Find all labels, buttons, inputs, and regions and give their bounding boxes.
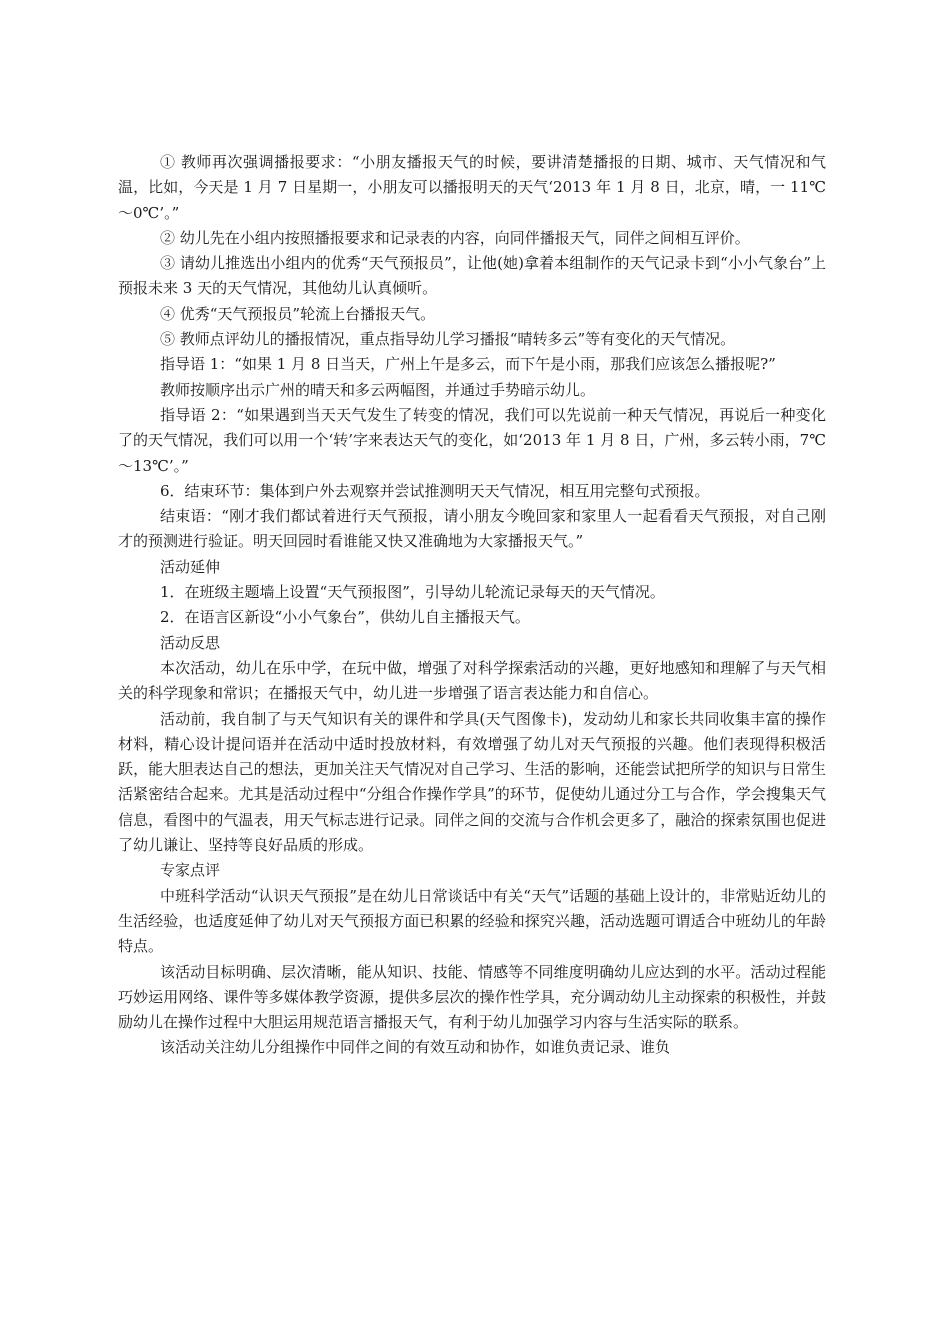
heading-activity-reflection: 活动反思 — [160, 633, 221, 652]
paragraph-extension-2: 2．在语言区新设“小小气象台”，供幼儿自主播报天气。 — [160, 608, 530, 627]
document-body — [118, 150, 826, 1061]
paragraph-ending-step: 6．结束环节：集体到户外去观察并尝试推测明天天气情况，相互用完整句式预报。 — [160, 481, 710, 500]
paragraph-closing-words: 结束语：“刚才我们都试着进行天气预报，请小朋友今晚回家和家里人一起看看天气预报，对自己刚才的预测进行验证。明天回园时看谁能又快又准确地为大家播报天气。” — [118, 507, 826, 551]
paragraph-teacher-shows: 教师按顺序出示广州的晴天和多云两幅图，并通过手势暗示幼儿。 — [160, 380, 596, 399]
paragraph-guide-2: 指导语 2：“如果遇到当天天气发生了转变的情况，我们可以先说前一种天气情况，再说后一种变化了的天气情况，我们可以用一个‘转’字来表达天气的变化，如‘2013 年 1 月 8 日，广州，多云转小雨，7℃～13℃’。” — [118, 405, 826, 475]
heading-activity-extension: 活动延伸 — [160, 557, 221, 576]
paragraph-review-1: 中班科学活动“认识天气预报”是在幼儿日常谈话中有关“天气”话题的基础上设计的，非常贴近幼儿的生活经验，也适度延伸了幼儿对天气预报方面已积累的经验和探究兴趣，活动选题可谓适合中班幼儿的年龄特点。 — [118, 886, 826, 956]
paragraph-step-5: ⑤ 教师点评幼儿的播报情况，重点指导幼儿学习播报“晴转多云”等有变化的天气情况。 — [160, 330, 736, 349]
paragraph-reflection-1: 本次活动，幼儿在乐中学，在玩中做，增强了对科学探索活动的兴趣，更好地感知和理解了与天气相关的科学现象和常识；在播报天气中，幼儿进一步增强了语言表达能力和自信心。 — [118, 658, 826, 703]
paragraph-step-4: ④ 优秀“天气预报员”轮流上台播报天气。 — [160, 304, 436, 323]
paragraph-extension-1: 1．在班级主题墙上设置“天气预报图”，引导幼儿轮流记录每天的天气情况。 — [160, 583, 665, 602]
paragraph-review-3: 该活动关注幼儿分组操作中同伴之间的有效互动和协作，如谁负责记录、谁负 — [160, 1038, 671, 1057]
paragraph-step-1: ① 教师再次强调播报要求：“小朋友播报天气的时候，要讲清楚播报的日期、城市、天气情况和气温，比如，今天是 1 月 7 日星期一，小朋友可以播报明天的天气‘2013 年 1 月 8 日，北京，晴，一 11℃～0℃’。” — [118, 153, 826, 222]
heading-expert-review: 专家点评 — [160, 861, 221, 880]
paragraph-reflection-2: 活动前，我自制了与天气知识有关的课件和学具(天气图像卡)，发动幼儿和家长共同收集丰富的操作材料，精心设计提问语并在活动中适时投放材料，有效增强了幼儿对天气预报的兴趣。他们表现得积极活跃，能大胆表达自己的想法，更加关注天气情况对自己学习、生活的影响，还能尝试把所学的知识与日常生活紧密结合起来。尤其是活动过程中“分组合作操作学具”的环节，促使幼儿通过分工与合作，学会搜集天气信息，看图中的气温表，用天气标志进行记录。同伴之间的交流与合作机会更多了，融洽的探索氛围也促进了幼儿谦让、坚持等良好品质的形成。 — [118, 709, 826, 855]
paragraph-step-3: ③ 请幼儿推选出小组内的优秀“天气预报员”，让他(她)拿着本组制作的天气记录卡到“小小气象台”上预报未来 3 天的天气情况，其他幼儿认真倾听。 — [118, 254, 826, 298]
paragraph-guide-1: 指导语 1：“如果 1 月 8 日当天，广州上午是多云，而下午是小雨，那我们应该怎么播报呢?” — [160, 355, 776, 374]
paragraph-review-2: 该活动目标明确、层次清晰，能从知识、技能、情感等不同维度明确幼儿应达到的水平。活动过程能巧妙运用网络、课件等多媒体教学资源，提供多层次的操作性学具，充分调动幼儿主动探索的积极性，并鼓励幼儿在操作过程中大胆运用规范语言播报天气，有利于幼儿加强学习内容与生活实际的联系。 — [118, 962, 826, 1032]
paragraph-step-2: ② 幼儿先在小组内按照播报要求和记录表的内容，向同伴播报天气，同伴之间相互评价。 — [160, 228, 750, 247]
